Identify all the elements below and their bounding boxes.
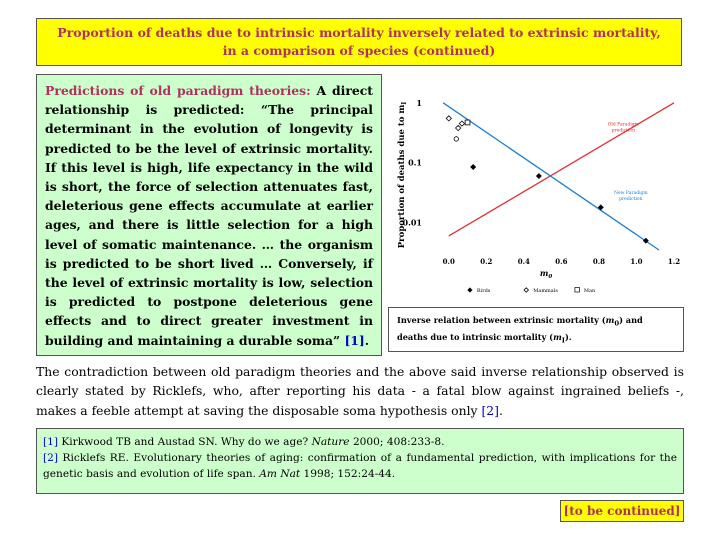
legend-mammals-marker bbox=[524, 288, 528, 292]
x-axis-label: $m_0$ bbox=[539, 268, 553, 280]
new-paradigm-label-1: New Paradigm bbox=[613, 191, 648, 197]
y-tick-label: 1 bbox=[416, 97, 422, 108]
old-paradigm-label-2: prediction bbox=[611, 128, 636, 134]
y-tick-label: 0.01 bbox=[402, 217, 422, 228]
reference-2-text: Ricklefs RE. Evolutionary theories of aging: confirmation of a fundamental prediction, with implications for the genetic basis and evolution of life span. bbox=[43, 452, 677, 480]
predictions-end: . bbox=[364, 332, 370, 348]
reference-1-text: Kirkwood TB and Austad SN. Why do we age? bbox=[58, 436, 312, 448]
caption-mi-sub: I bbox=[561, 336, 565, 345]
caption-line1-b: ) and bbox=[619, 315, 643, 325]
mammal-point bbox=[456, 125, 461, 130]
caption-line2-a: deaths due to intrinsic mortality ( bbox=[397, 331, 554, 342]
reference-2-tail: 1998; 152:24-44. bbox=[300, 468, 396, 480]
paragraph-end: . bbox=[499, 402, 503, 418]
chart-caption bbox=[388, 307, 684, 352]
x-tick-label: 0.8 bbox=[592, 257, 606, 266]
x-tick-label: 0.2 bbox=[480, 257, 493, 266]
legend-birds-marker bbox=[468, 288, 472, 292]
x-tick-label: 0.4 bbox=[517, 257, 530, 266]
reference-1-tail: 2000; 408:233-8. bbox=[349, 436, 445, 448]
references-box bbox=[36, 428, 684, 494]
to-be-continued-label: [to be continued] bbox=[560, 500, 684, 522]
x-tick-label: 1.0 bbox=[630, 257, 643, 266]
y-axis-label: Proportion of deaths due to $m_I$ bbox=[397, 101, 408, 249]
x-tick-label: 0.6 bbox=[555, 257, 568, 266]
caption-mi: m bbox=[553, 331, 562, 342]
old-paradigm-line bbox=[449, 103, 674, 236]
legend-birds-label: Birds bbox=[476, 288, 491, 294]
reference-2-journal: Am Nat bbox=[259, 468, 301, 480]
y-tick-label: 0.1 bbox=[408, 157, 422, 168]
old-paradigm-label-1: Old Paradigm bbox=[607, 122, 639, 128]
ref-2-citation: [2] bbox=[481, 402, 500, 418]
mortality-chart bbox=[388, 90, 684, 304]
man-point bbox=[465, 120, 470, 125]
contradiction-paragraph bbox=[36, 362, 684, 420]
caption-m0: m bbox=[605, 315, 615, 325]
reference-1-label: [1] bbox=[43, 436, 59, 448]
title-line-1: Proportion of deaths due to intrinsic mortality inversely related to extrinsic mortality, bbox=[57, 25, 661, 40]
predictions-lead: Predictions of old paradigm theories: bbox=[45, 83, 311, 98]
x-tick-label: 1.2 bbox=[667, 257, 681, 266]
paragraph-text: The contradiction between old paradigm theories and the above said inverse relationship observed is clearly stated by Ricklefs, who, after reporting his data - a fatal blow against ingrained beliefs -, makes a feeble attempt at saving the disposable soma hypothesis only bbox=[36, 364, 684, 418]
title-line-2: in a comparison of species (continued) bbox=[222, 43, 496, 58]
caption-m0-sub: 0 bbox=[614, 319, 620, 328]
caption-line1-a: Inverse relation between extrinsic mortality ( bbox=[397, 315, 606, 325]
title-banner bbox=[36, 18, 682, 66]
predictions-body: A direct relationship is predicted: “The principal determinant in the evolution of longevity is predicted to be the level of extrinsic mortality. If this level is high, life expectancy in the wild is short, the force of selection attenuates fast, deleterious gene effects accumulate at earlier ages, and there is little selection for a high level of somatic maintenance. … the organism is predicted to be short lived … Conversely, if the level of extrinsic mortality is low, selection is predicted to postpone deleterious gene effects and to direct greater investment in building and maintaining a durable soma” bbox=[45, 83, 373, 348]
reference-2 bbox=[43, 450, 677, 482]
legend-man-label: Man bbox=[583, 288, 596, 294]
bird-point bbox=[536, 174, 541, 179]
reference-1 bbox=[43, 434, 677, 450]
bird-point bbox=[454, 137, 458, 141]
legend-man-marker bbox=[575, 288, 580, 293]
chart-svg bbox=[388, 90, 684, 304]
caption-line2-b: ). bbox=[564, 331, 572, 342]
mammal-point bbox=[446, 116, 451, 121]
predictions-text-box bbox=[36, 74, 382, 356]
reference-1-journal: Nature bbox=[311, 436, 350, 448]
mammal-point bbox=[459, 121, 464, 126]
x-tick-label: 0.0 bbox=[442, 257, 455, 266]
new-paradigm-label-2: prediction bbox=[619, 197, 643, 203]
ref-1-citation: [1] bbox=[344, 332, 365, 348]
bird-point bbox=[471, 165, 476, 170]
legend-mammals-label: Mammals bbox=[533, 288, 558, 294]
reference-2-label: [2] bbox=[43, 452, 59, 464]
